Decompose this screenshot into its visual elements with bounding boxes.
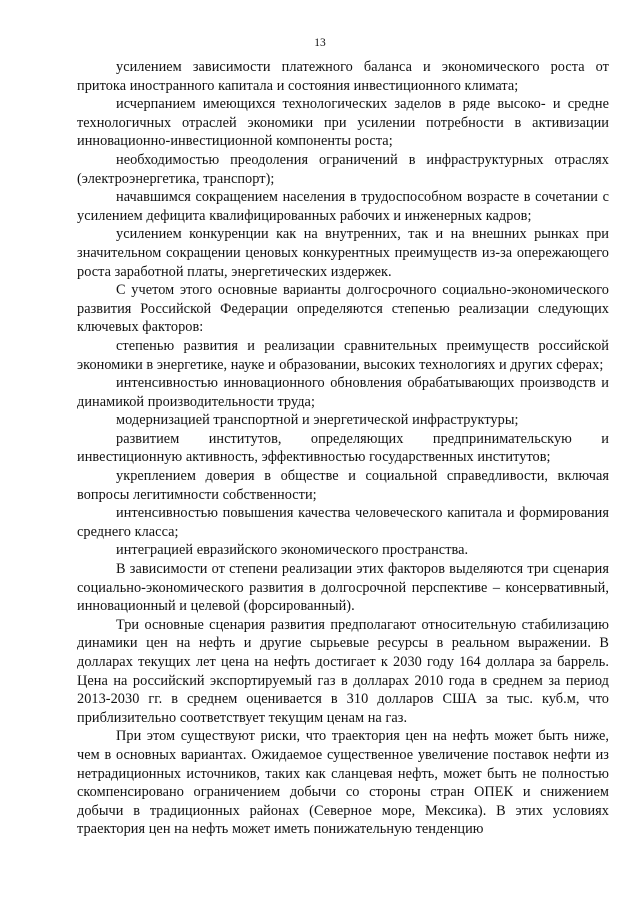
paragraph: начавшимся сокращением населения в трудоспособном возрасте в сочетании с усилением дефицита квалифицированных рабочих и инженерных кадров; bbox=[77, 189, 609, 224]
paragraph: усилением конкуренции как на внутренних, так и на внешних рынках при значительном сокращении ценовых конкурентных преимуществ из-за опережающего роста заработной платы, энергетических издержек. bbox=[77, 226, 609, 280]
paragraph: При этом существуют риски, что траектория цен на нефть может быть ниже, чем в основных вариантах. Ожидаемое существенное увеличение поставок нефти из нетрадиционных источников, таких как сланцевая нефть, может быть не полностью скомпенсировано ограничением добычи со стороны стран ОПЕК и снижением добычи в традиционных районах (Северное море, Мексика). В этих условиях траектория цен на нефть может иметь понижательную тенденцию bbox=[77, 728, 609, 838]
body-text bbox=[77, 58, 609, 839]
paragraph: степенью развития и реализации сравнительных преимуществ российской экономики в энергетике, науке и образовании, высоких технологиях и других сферах; bbox=[77, 337, 609, 373]
paragraph: Три основные сценария развития предполагают относительную стабилизацию динамики цен на нефть и другие сырьевые ресурсы в реальном выражении. В долларах текущих лет цена на нефть достигает к 2030 году 164 доллара за баррель. Цена на российский экспортируемый газ в долларах 2010 года в среднем за период 2013-2030 гг. в среднем оценивается в 310 долларов США за тыс. куб.м, что приблизительно соответствует текущим ценам на газ. bbox=[77, 616, 609, 726]
paragraph: интенсивностью повышения качества человеческого капитала и формирования среднего класса; bbox=[77, 505, 609, 540]
paragraph: В зависимости от степени реализации этих факторов выделяются три сценария социально-экономического развития в долгосрочной перспективе – консервативный, инновационный и целевой (форсированный). bbox=[77, 561, 609, 615]
paragraph: исчерпанием имеющихся технологических заделов в ряде высоко- и средне технологичных отраслей экономики при усилении потребности в активизации инновационно-инвестиционной компоненты роста; bbox=[77, 96, 609, 150]
paragraph: С учетом этого основные варианты долгосрочного социально-экономического развития Российской Федерации определяются степенью реализации следующих ключевых факторов: bbox=[77, 282, 609, 336]
paragraph: интенсивностью инновационного обновления обрабатывающих производств и динамикой производительности труда; bbox=[77, 375, 609, 410]
page-number: 13 bbox=[314, 37, 326, 49]
paragraph: укреплением доверия в обществе и социальной справедливости, включая вопросы легитимности собственности; bbox=[77, 468, 609, 503]
paragraph: необходимостью преодоления ограничений в инфраструктурных отраслях (электроэнергетика, транспорт); bbox=[77, 151, 609, 187]
paragraph: усилением зависимости платежного баланса и экономического роста от притока иностранного капитала и состояния инвестиционного климата; bbox=[77, 59, 609, 94]
paragraph: интеграцией евразийского экономического пространства. bbox=[116, 542, 469, 559]
paragraph: развитием институтов, определяющих предпринимательскую и инвестиционную активность, эффективностью государственных институтов; bbox=[77, 430, 609, 466]
paragraph: модернизацией транспортной и энергетической инфраструктуры; bbox=[116, 412, 519, 429]
